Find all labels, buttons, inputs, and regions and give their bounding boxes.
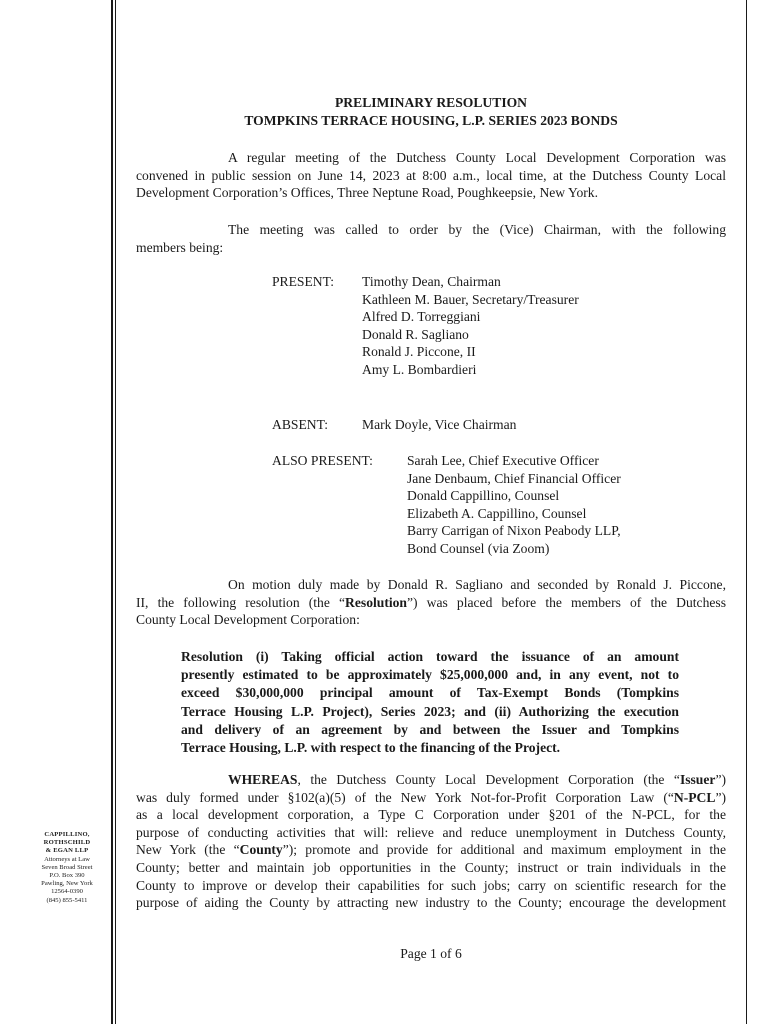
firm-name-3: & EGAN LLP [45, 847, 89, 855]
whereas-line-6: County; better and maintain job opportunities in the County; instruct or train individuals in the [136, 859, 726, 875]
absent-member: Mark Doyle, Vice Chairman [362, 417, 517, 432]
motion-line-3: County Local Development Corporation: [136, 612, 360, 628]
resolution-line: Terrace Housing L.P. Project), Series 2023; and (ii) Authorizing the execution [181, 703, 679, 719]
absent-list [362, 416, 516, 434]
whereas-line-3: as a local development corporation, a Type C Corporation under §201 of the N-PCL, for the [136, 807, 726, 823]
whereas-line-1: WHEREAS, the Dutchess County Local Development Corporation (the “Issuer”) [228, 772, 726, 787]
resolution-line: exceed $30,000,000 principal amount of Tax-Exempt Bonds (Tompkins [181, 685, 679, 701]
intro-line-1: A regular meeting of the Dutchess County Local Development Corporation was [228, 150, 726, 165]
motion-line-2: II, the following resolution (the “Resolution”) was placed before the members of the Dutchess [136, 594, 727, 610]
resolution-line: Terrace Housing, L.P. with respect to the financing of the Project. [181, 740, 561, 756]
issuer-term: Issuer [679, 772, 716, 787]
npcl-term: N-PCL [673, 789, 716, 805]
called-line-1: The meeting was called to order by the (Vice) Chairman, with the following [228, 222, 726, 237]
intro-line-3: Development Corporation’s Offices, Three Neptune Road, Poughkeepsie, New York. [136, 185, 598, 201]
law-firm-imprint [22, 831, 112, 905]
page-title [136, 94, 726, 130]
whereas-paragraph [136, 771, 726, 912]
also-present-member: Barry Carrigan of Nixon Peabody LLP, [407, 523, 621, 539]
called-line-2: members being: [136, 239, 224, 255]
also-present-member: Sarah Lee, Chief Executive Officer [407, 453, 599, 468]
resolution-line: presently estimated to be approximately $25,000,000 and, in any event, not to [181, 667, 679, 683]
whereas-line-5: New York (the “County”); promote and provide for additional and maximum employment in the [136, 842, 726, 858]
present-member: Donald R. Sagliano [362, 326, 469, 342]
present-member: Amy L. Bombardieri [362, 361, 477, 377]
also-present-label: ALSO PRESENT: [272, 453, 373, 468]
present-member: Kathleen M. Bauer, Secretary/Treasurer [362, 291, 579, 307]
firm-line: 12564-0390 [51, 888, 83, 896]
also-present-member: Donald Cappillino, Counsel [407, 488, 560, 504]
firm-line: (845) 855-5411 [46, 896, 88, 904]
present-list [362, 273, 579, 379]
motion-paragraph [136, 576, 726, 629]
whereas-line-8: purpose of aiding the County by attracting new industry to the County; encourage the development [136, 895, 726, 911]
motion-line-1: On motion duly made by Donald R. Sagliano and seconded by Ronald J. Piccone, [228, 577, 726, 592]
present-label: PRESENT: [272, 274, 335, 289]
whereas-term: WHEREAS [228, 772, 298, 787]
whereas-line-2: was duly formed under §102(a)(5) of the New York Not-for-Profit Corporation Law (“N-PCL”) [136, 789, 726, 805]
firm-line: Pawling, New York [41, 880, 93, 888]
present-member: Ronald J. Piccone, II [362, 344, 476, 360]
intro-paragraph [136, 149, 726, 202]
firm-name-1: CAPPILLINO, [44, 831, 90, 838]
left-margin-rule-2 [115, 0, 116, 1024]
page-number: Page 1 of 6 [400, 946, 462, 961]
whereas-line-4: purpose of conducting activities that will: relieve and reduce unemployment in Dutchess County, [136, 824, 726, 840]
also-present-member: Elizabeth A. Cappillino, Counsel [407, 505, 587, 521]
resolution-line: Resolution (i) Taking official action toward the issuance of an amount [181, 649, 679, 664]
called-paragraph [136, 221, 726, 256]
firm-name-2: ROTHSCHILD [43, 839, 91, 847]
right-margin-rule [746, 0, 747, 1024]
firm-line: P.O. Box 390 [49, 872, 85, 880]
present-member: Timothy Dean, Chairman [362, 274, 501, 289]
county-term: County [239, 842, 283, 858]
title-line-1: PRELIMINARY RESOLUTION [335, 95, 527, 110]
whereas-line-7: County to improve or develop their capabilities for such jobs; carry on scientific research for the [136, 877, 726, 893]
absent-label: ABSENT: [272, 417, 328, 432]
resolution-term: Resolution [345, 594, 407, 610]
resolution-line: and delivery of an agreement by and between the Issuer and Tompkins [181, 721, 679, 737]
intro-line-2: convened in public session on June 14, 2023 at 8:00 a.m., local time, at the Dutchess County Local [136, 167, 726, 183]
firm-line: Attorneys at Law [44, 855, 90, 863]
title-line-2: TOMPKINS TERRACE HOUSING, L.P. SERIES 2023 BONDS [244, 113, 618, 128]
firm-line: Seven Broad Street [41, 863, 93, 871]
also-present-member: Bond Counsel (via Zoom) [407, 540, 550, 556]
also-present-list [407, 452, 621, 558]
present-member: Alfred D. Torreggiani [362, 309, 481, 325]
resolution-block [181, 648, 679, 757]
also-present-member: Jane Denbaum, Chief Financial Officer [407, 470, 621, 486]
